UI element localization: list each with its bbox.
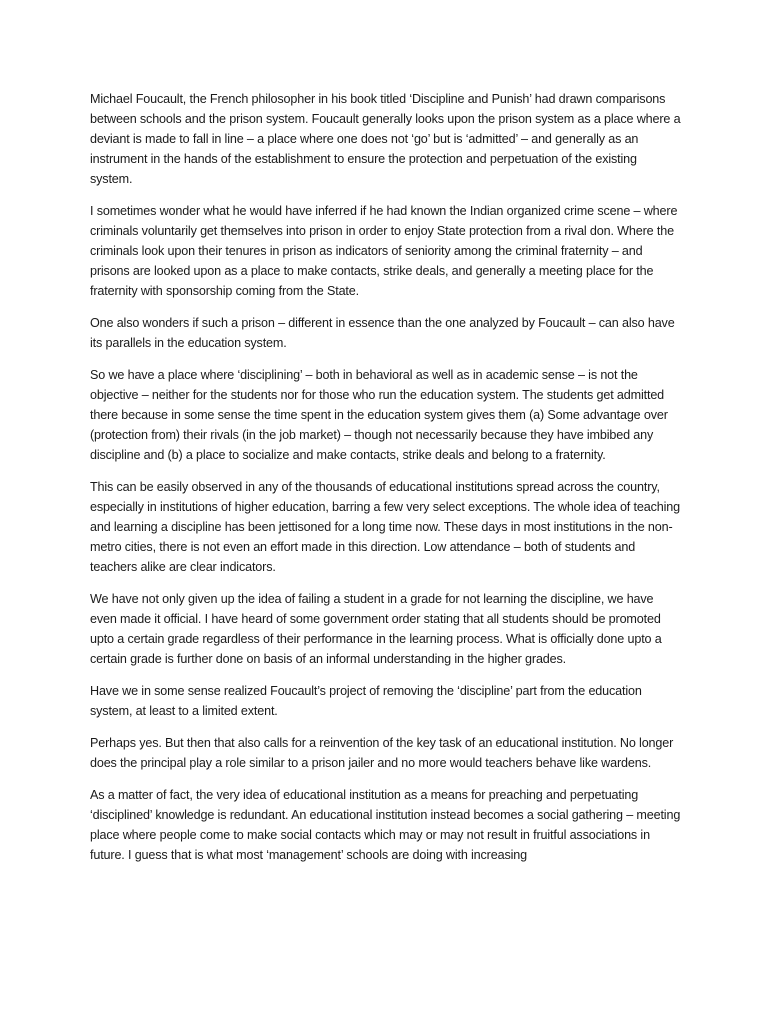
paragraph-7: Have we in some sense realized Foucault’s project of removing the ‘discipline’ part from the education system, at least to a limited extent. (90, 684, 642, 718)
paragraph-1: Michael Foucault, the French philosopher in his book titled ‘Discipline and Punish’ had drawn comparisons between schools and the prison system. Foucault generally looks upon the prison system as a place where a deviant is made to fall in line – a place where one does not ‘go’ but is ‘admitted’ – and generally as an instrument in the hands of the establishment to ensure the protection and perpetuation of the existing system. (90, 92, 681, 186)
paragraph-3: One also wonders if such a prison – different in essence than the one analyzed by Foucault – can also have its parallels in the education system. (90, 316, 675, 350)
paragraph-2: I sometimes wonder what he would have inferred if he had known the Indian organized crime scene – where criminals voluntarily get themselves into prison in order to enjoy State protection from a rival don. Where the criminals look upon their tenures in prison as indicators of seniority among the criminal fraternity – and prisons are looked upon as a place to make contacts, strike deals, and generally a meeting place for the fraternity with sponsorship coming from the State. (90, 204, 678, 298)
paragraph-5: This can be easily observed in any of the thousands of educational institutions spread across the country, especially in institutions of higher education, barring a few very select exceptions. The whole idea of teaching and learning a discipline has been jettisoned for a long time now. These days in most institutions in the non-metro cities, there is not even an effort made in this direction. Low attendance – both of students and teachers alike are clear indicators. (90, 480, 680, 574)
paragraph-6: We have not only given up the idea of failing a student in a grade for not learning the discipline, we have even made it official. I have heard of some government order stating that all students should be promoted upto a certain grade regardless of their performance in the learning process. What is officially done upto a certain grade is further done on basis of an informal understanding in the higher grades. (90, 592, 662, 666)
document-page (90, 89, 682, 877)
paragraph-9: As a matter of fact, the very idea of educational institution as a means for preaching and perpetuating ‘disciplined’ knowledge is redundant. An educational institution instead becomes a social gathering – meeting place where people come to make social contacts which may or may not result in fruitful associations in future. I guess that is what most ‘management’ schools are doing with increasing (90, 788, 681, 862)
paragraph-4: So we have a place where ‘disciplining’ – both in behavioral as well as in academic sense – is not the objective – neither for the students nor for those who run the education system. The students get admitted there because in some sense the time spent in the education system gives them (a) Some advantage over (protection from) their rivals (in the job market) – though not necessarily because they have imbibed any discipline and (b) a place to socialize and make contacts, strike deals and belong to a fraternity. (90, 368, 668, 462)
paragraph-8: Perhaps yes. But then that also calls for a reinvention of the key task of an educational institution. No longer does the principal play a role similar to a prison jailer and no more would teachers behave like wardens. (90, 736, 674, 770)
